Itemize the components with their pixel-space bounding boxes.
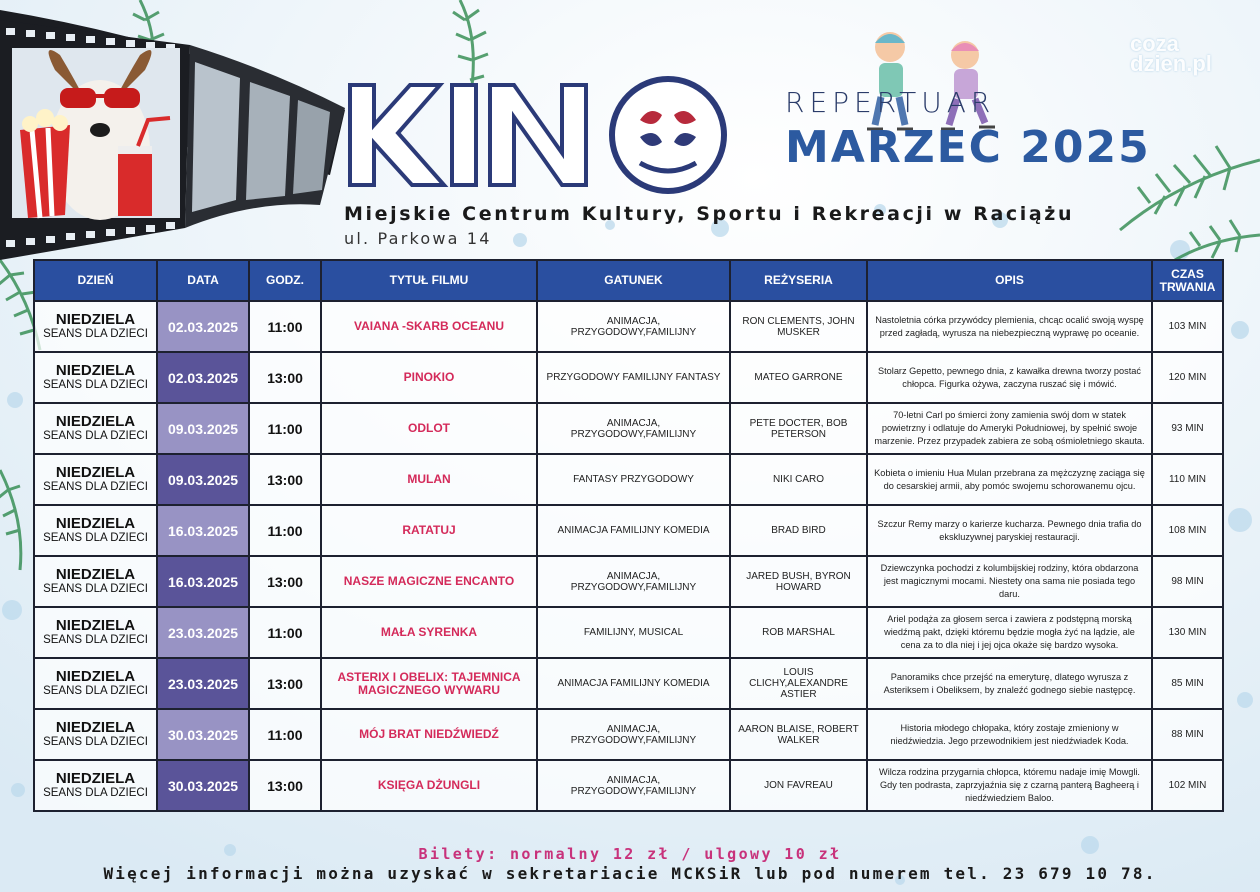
director-cell: JON FAVREAU: [730, 760, 867, 811]
screening-note: SEANS DLA DZIECI: [43, 481, 148, 493]
film-title: VAIANA -SKARB OCEANU: [321, 301, 537, 352]
repertuar-label: REPERTUAR: [785, 86, 996, 119]
date-cell: 30.03.2025: [157, 709, 249, 760]
day-name: NIEDZIELA: [55, 668, 136, 685]
screening-note: SEANS DLA DZIECI: [43, 328, 148, 340]
col-time: GODZ.: [249, 260, 321, 301]
genre-cell: ANIMACJA, PRZYGODOWY,FAMILIJNY: [537, 301, 730, 352]
time-cell: 11:00: [249, 607, 321, 658]
date-cell: 09.03.2025: [157, 454, 249, 505]
col-day: DZIEŃ: [34, 260, 157, 301]
description-cell: Panoramiks chce przejść na emeryturę, dlatego wyrusza z Asteriksem i Obeliksem, by znaleźć godnego siebie następcę.: [867, 658, 1152, 709]
day-cell: [34, 301, 157, 352]
day-name: NIEDZIELA: [55, 413, 136, 430]
table-row: [34, 658, 1223, 709]
film-title: RATATUJ: [321, 505, 537, 556]
col-duration: CZAS TRWANIA: [1152, 260, 1223, 301]
day-cell: [34, 403, 157, 454]
genre-cell: FAMILIJNY, MUSICAL: [537, 607, 730, 658]
genre-cell: ANIMACJA FAMILIJNY KOMEDIA: [537, 658, 730, 709]
screening-note: SEANS DLA DZIECI: [43, 379, 148, 391]
time-cell: 13:00: [249, 556, 321, 607]
duration-cell: 93 MIN: [1152, 403, 1223, 454]
day-cell: [34, 607, 157, 658]
genre-cell: ANIMACJA, PRZYGODOWY,FAMILIJNY: [537, 760, 730, 811]
col-genre: GATUNEK: [537, 260, 730, 301]
date-cell: 16.03.2025: [157, 556, 249, 607]
time-cell: 11:00: [249, 505, 321, 556]
duration-cell: 103 MIN: [1152, 301, 1223, 352]
institution-name: Miejskie Centrum Kultury, Sportu i Rekreacji w Raciążu: [344, 203, 1075, 225]
time-cell: 11:00: [249, 301, 321, 352]
genre-cell: ANIMACJA FAMILIJNY KOMEDIA: [537, 505, 730, 556]
table-row: [34, 352, 1223, 403]
genre-cell: FANTASY PRZYGODOWY: [537, 454, 730, 505]
date-cell: 09.03.2025: [157, 403, 249, 454]
col-description: OPIS: [867, 260, 1152, 301]
screening-note: SEANS DLA DZIECI: [43, 532, 148, 544]
day-cell: [34, 760, 157, 811]
watermark: coza dzien.pl: [1130, 31, 1212, 76]
table-header-row: [34, 260, 1223, 301]
date-cell: 02.03.2025: [157, 301, 249, 352]
time-cell: 13:00: [249, 352, 321, 403]
col-date: DATA: [157, 260, 249, 301]
day-name: NIEDZIELA: [55, 464, 136, 481]
duration-cell: 110 MIN: [1152, 454, 1223, 505]
screening-note: SEANS DLA DZIECI: [43, 634, 148, 646]
col-director: REŻYSERIA: [730, 260, 867, 301]
film-title: NASZE MAGICZNE ENCANTO: [321, 556, 537, 607]
table-row: [34, 454, 1223, 505]
day-cell: [34, 709, 157, 760]
time-cell: 11:00: [249, 403, 321, 454]
director-cell: NIKI CARO: [730, 454, 867, 505]
date-cell: 30.03.2025: [157, 760, 249, 811]
date-cell: 23.03.2025: [157, 607, 249, 658]
contact-info: Więcej informacji można uzyskać w sekretariacie MCKSiR lub pod numerem tel. 23 679 10 78.: [103, 864, 1157, 883]
description-cell: Szczur Remy marzy o karierze kucharza. Pewnego dnia trafia do ekskluzywnej paryskiej restauracji.: [867, 505, 1152, 556]
film-title: ASTERIX I OBELIX: TAJEMNICA MAGICZNEGO WYWARU: [321, 658, 537, 709]
genre-cell: ANIMACJA, PRZYGODOWY,FAMILIJNY: [537, 709, 730, 760]
time-cell: 13:00: [249, 658, 321, 709]
day-cell: [34, 352, 157, 403]
description-cell: Stolarz Gepetto, pewnego dnia, z kawałka drewna tworzy postać chłopca. Figurka ożywa, zaczyna ruszać się i mówić.: [867, 352, 1152, 403]
ticket-prices: Bilety: normalny 12 zł / ulgowy 10 zł: [418, 845, 842, 863]
duration-cell: 85 MIN: [1152, 658, 1223, 709]
day-name: NIEDZIELA: [55, 311, 136, 328]
day-name: NIEDZIELA: [55, 566, 136, 583]
day-name: NIEDZIELA: [55, 770, 136, 787]
director-cell: AARON BLAISE, ROBERT WALKER: [730, 709, 867, 760]
film-title: ODLOT: [321, 403, 537, 454]
film-title: KSIĘGA DŻUNGLI: [321, 760, 537, 811]
date-cell: 16.03.2025: [157, 505, 249, 556]
genre-cell: ANIMACJA, PRZYGODOWY,FAMILIJNY: [537, 403, 730, 454]
table-row: [34, 403, 1223, 454]
description-cell: Wilcza rodzina przygarnia chłopca, któremu nadaje imię Mowgli. Gdy ten podrasta, zaprzyjaźnia się z czarną panterą Bagheerą i niedźwiedziem Baloo.: [867, 760, 1152, 811]
institution-address: ul. Parkowa 14: [344, 229, 492, 248]
duration-cell: 98 MIN: [1152, 556, 1223, 607]
day-cell: [34, 505, 157, 556]
time-cell: 13:00: [249, 454, 321, 505]
director-cell: ROB MARSHAL: [730, 607, 867, 658]
film-title: PINOKIO: [321, 352, 537, 403]
day-name: NIEDZIELA: [55, 362, 136, 379]
duration-cell: 88 MIN: [1152, 709, 1223, 760]
day-cell: [34, 454, 157, 505]
table-row: [34, 607, 1223, 658]
day-name: NIEDZIELA: [55, 719, 136, 736]
screening-note: SEANS DLA DZIECI: [43, 685, 148, 697]
description-cell: 70-letni Carl po śmierci żony zamienia swój dom w statek powietrzny i odlatuje do Ameryki Południowej, by spełnić swoje marzenie. Przez przypadek zabiera ze sobą ośmioletniego skauta.: [867, 403, 1152, 454]
table-row: [34, 760, 1223, 811]
description-cell: Ariel podąża za głosem serca i zawiera z podstępną morską wiedźmą pakt, dzięki któremu będzie mogła żyć na lądzie, ale cena za to dla niej i jej ojca okaże się bardzo wysoka.: [867, 607, 1152, 658]
table-row: [34, 709, 1223, 760]
director-cell: PETE DOCTER, BOB PETERSON: [730, 403, 867, 454]
kino-smile-logo-icon: [340, 75, 740, 195]
director-cell: RON CLEMENTS, JOHN MUSKER: [730, 301, 867, 352]
day-name: NIEDZIELA: [55, 617, 136, 634]
director-cell: BRAD BIRD: [730, 505, 867, 556]
table-row: [34, 301, 1223, 352]
film-strip-icon: [0, 0, 350, 262]
duration-cell: 130 MIN: [1152, 607, 1223, 658]
col-title: TYTUŁ FILMU: [321, 260, 537, 301]
description-cell: Historia młodego chłopaka, który zostaje zmieniony w niedźwiedzia. Jego przewodnikiem jest niedźwiadek Koda.: [867, 709, 1152, 760]
time-cell: 13:00: [249, 760, 321, 811]
genre-cell: PRZYGODOWY FAMILIJNY FANTASY: [537, 352, 730, 403]
duration-cell: 102 MIN: [1152, 760, 1223, 811]
schedule-body: [34, 301, 1223, 811]
day-cell: [34, 556, 157, 607]
schedule-table: [33, 259, 1224, 812]
director-cell: JARED BUSH, BYRON HOWARD: [730, 556, 867, 607]
table-row: [34, 505, 1223, 556]
description-cell: Dziewczynka pochodzi z kolumbijskiej rodziny, która obdarzona jest magicznymi mocami. Niestety ona sama nie posiada tego daru.: [867, 556, 1152, 607]
date-cell: 23.03.2025: [157, 658, 249, 709]
film-title: MAŁA SYRENKA: [321, 607, 537, 658]
description-cell: Kobieta o imieniu Hua Mulan przebrana za mężczyznę zaciąga się do cesarskiej armii, aby pomóc swojemu schorowanemu ojcu.: [867, 454, 1152, 505]
time-cell: 11:00: [249, 709, 321, 760]
film-title: MÓJ BRAT NIEDŹWIEDŹ: [321, 709, 537, 760]
director-cell: LOUIS CLICHY,ALEXANDRE ASTIER: [730, 658, 867, 709]
screening-note: SEANS DLA DZIECI: [43, 430, 148, 442]
page-title: MARZEC 2025: [785, 122, 1151, 173]
duration-cell: 120 MIN: [1152, 352, 1223, 403]
screening-note: SEANS DLA DZIECI: [43, 787, 148, 799]
genre-cell: ANIMACJA, PRZYGODOWY,FAMILIJNY: [537, 556, 730, 607]
day-name: NIEDZIELA: [55, 515, 136, 532]
date-cell: 02.03.2025: [157, 352, 249, 403]
film-title: MULAN: [321, 454, 537, 505]
screening-note: SEANS DLA DZIECI: [43, 583, 148, 595]
director-cell: MATEO GARRONE: [730, 352, 867, 403]
duration-cell: 108 MIN: [1152, 505, 1223, 556]
table-row: [34, 556, 1223, 607]
screening-note: SEANS DLA DZIECI: [43, 736, 148, 748]
description-cell: Nastoletnia córka przywódcy plemienia, chcąc ocalić swoją wyspę przed zagładą, wyrusza na niebezpieczną wyprawę po oceanie.: [867, 301, 1152, 352]
day-cell: [34, 658, 157, 709]
